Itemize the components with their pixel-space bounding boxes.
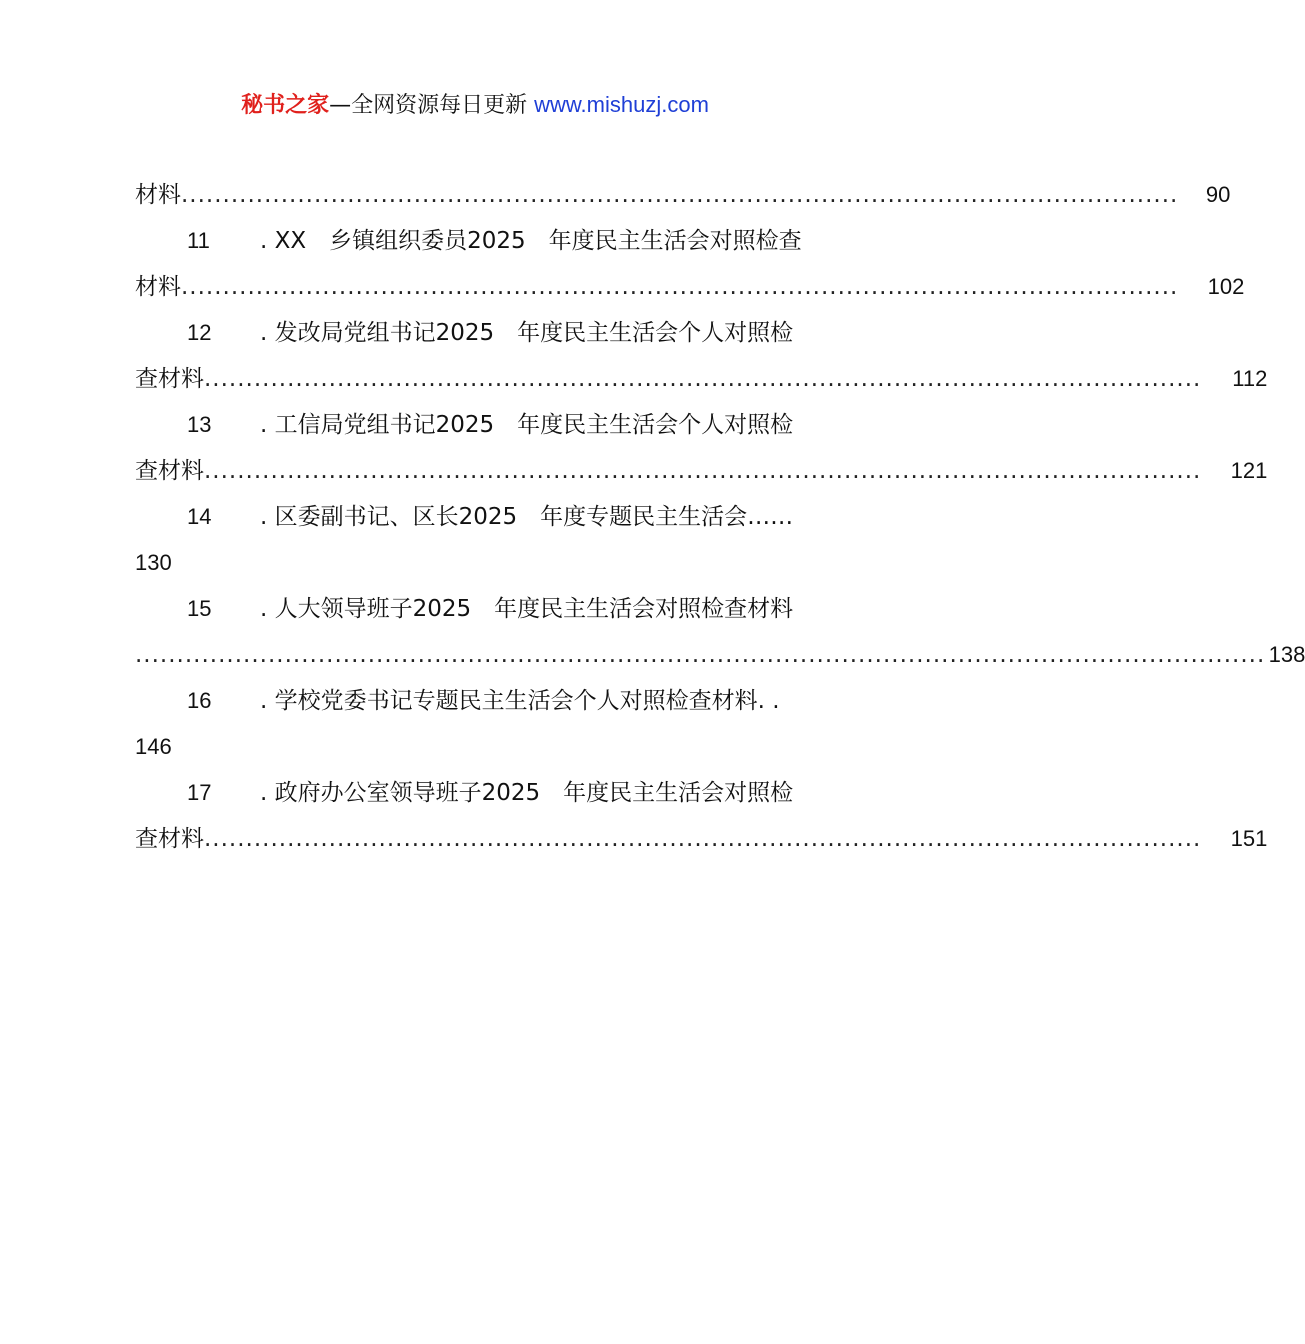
toc-entry-number: 12	[187, 320, 212, 345]
toc-entry-number: 13	[187, 412, 212, 437]
site-header	[0, 90, 950, 121]
toc-entry-title-line[interactable]	[135, 310, 828, 356]
toc-entry-title: . 发改局党组书记2025 年度民主生活会个人对照检	[260, 320, 794, 346]
toc-page-number: 151	[1230, 826, 1268, 851]
toc-page-number: 130	[135, 550, 172, 575]
toc-entry-title-line[interactable]	[135, 586, 828, 632]
toc-continuation-line	[135, 264, 1245, 310]
dot-leader: ........................................................................................................................	[181, 182, 1179, 208]
slogan: —全网资源每日更新	[329, 93, 528, 118]
toc-page-number: 90	[1205, 182, 1231, 207]
toc-page-number: 121	[1230, 458, 1268, 483]
toc-continuation-line	[135, 356, 1268, 402]
toc-entry-title: . 政府办公室领导班子2025 年度民主生活会对照检	[260, 780, 794, 806]
toc-entry-number: 14	[187, 504, 212, 529]
dot-leader: ........................................................................................................................	[204, 458, 1202, 484]
toc-continuation-line	[135, 632, 1305, 678]
dot-leader: ........................................................................................................................	[204, 826, 1202, 852]
toc-entry-title: . 学校党委书记专题民主生活会个人对照检查材料. .	[260, 688, 780, 714]
toc-continuation-text: 材料	[135, 274, 181, 300]
toc-page-number: 102	[1207, 274, 1245, 299]
toc-continuation-text: 查材料	[135, 366, 204, 392]
brand-name: 秘书之家	[241, 93, 330, 118]
toc-entry-number: 17	[187, 780, 212, 805]
dot-leader: ........................................................................................................................	[204, 366, 1202, 392]
toc-entry-title: . 人大领导班子2025 年度民主生活会对照检查材料	[260, 596, 794, 622]
toc-page-number: 112	[1232, 366, 1268, 391]
toc-entry-number: 15	[187, 596, 212, 621]
toc-entry-title: . 区委副书记、区长2025 年度专题民主生活会……	[260, 504, 794, 530]
toc-entry-title-line[interactable]	[135, 218, 828, 264]
toc-continuation-text: 材料	[135, 182, 181, 208]
toc-entry-title-line[interactable]	[135, 402, 828, 448]
toc-page-line	[135, 540, 828, 586]
toc-page-number: 138	[1268, 642, 1305, 667]
toc-entry-title-line[interactable]	[135, 770, 828, 816]
toc-continuation-text: 查材料	[135, 458, 204, 484]
dot-leader: ........................................................................................................................................	[135, 642, 1266, 668]
toc-entry-title: . XX 乡镇组织委员2025 年度民主生活会对照检查	[260, 228, 802, 254]
toc-continuation-text: 查材料	[135, 826, 204, 852]
toc-page-line	[135, 724, 828, 770]
toc-entry-title-line[interactable]	[135, 494, 828, 540]
toc-continuation-line	[135, 816, 1268, 862]
dot-leader: ........................................................................................................................	[181, 274, 1179, 300]
toc-entry-number: 11	[187, 228, 210, 253]
toc-entry-title: . 工信局党组书记2025 年度民主生活会个人对照检	[260, 412, 794, 438]
toc-continuation-line	[135, 172, 1231, 218]
toc-page-number: 146	[135, 734, 172, 759]
toc-continuation-line	[135, 448, 1268, 494]
toc-entry-title-line[interactable]	[135, 678, 828, 724]
table-of-contents	[135, 172, 1305, 862]
site-url-link[interactable]: www.mishuzj.com	[534, 92, 709, 117]
toc-entry-number: 16	[187, 688, 212, 713]
